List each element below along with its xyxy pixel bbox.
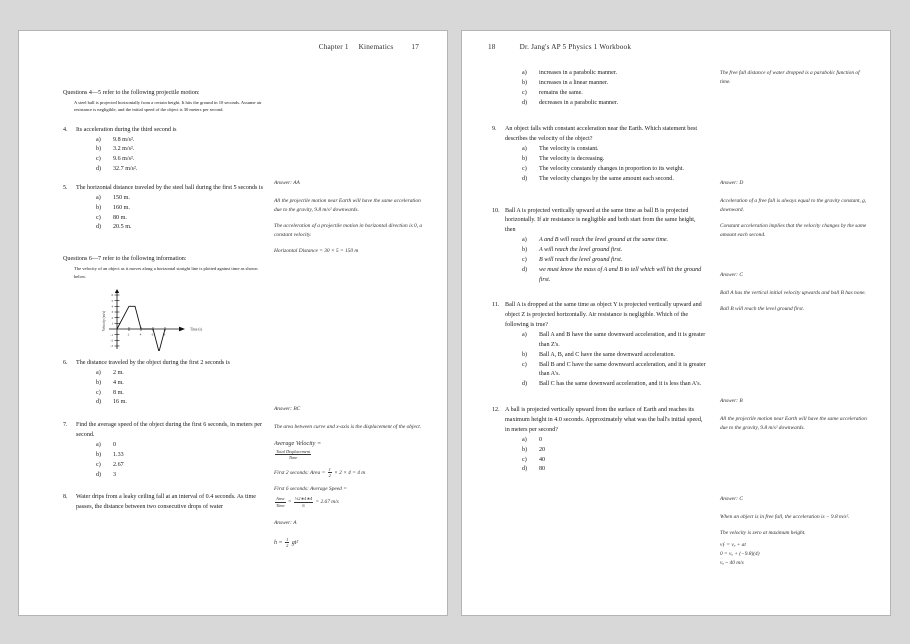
note-q9 — [720, 179, 870, 247]
choice-a[interactable] — [522, 331, 707, 351]
question-stem: An object falls with constant acceleration near the Earth. Which statement best describes the velocity of the object? — [505, 126, 698, 143]
choice-text: Ball C has the same downward acceleration, and it is less than A's. — [539, 381, 702, 388]
choice-label: a) — [96, 136, 101, 143]
intro-body: The velocity of an object as it moves along a horizontal straight line is plotted against time as shown below. — [74, 266, 258, 279]
svg-text:Velocity (m/s): Velocity (m/s) — [102, 310, 106, 332]
choice-list — [492, 145, 707, 184]
svg-text:3: 3 — [111, 310, 114, 315]
choice-a[interactable] — [96, 136, 263, 146]
choice-text: B will reach the level ground first. — [539, 256, 623, 263]
choice-d[interactable] — [522, 465, 707, 475]
choice-c[interactable] — [96, 461, 263, 471]
choice-text: The velocity constantly changes in proportion to its weight. — [539, 165, 685, 172]
note-10-b: Ball B will reach the level ground first. — [720, 305, 805, 312]
choice-text: 2 m. — [113, 369, 124, 376]
question-number: 11. — [492, 302, 500, 309]
computed-fraction — [294, 496, 313, 507]
choice-list — [492, 236, 707, 285]
fraction-denominator: 6 — [302, 502, 305, 508]
choice-label: d) — [522, 381, 528, 388]
svg-text:-2: -2 — [110, 338, 114, 343]
choice-c[interactable] — [522, 165, 707, 175]
question-4 — [63, 126, 263, 175]
svg-text:2: 2 — [127, 332, 130, 337]
choice-b[interactable] — [522, 155, 707, 165]
fraction-numerator: Total Displacement — [276, 449, 311, 455]
question-6 — [63, 359, 263, 408]
choice-label: a) — [96, 194, 101, 201]
page-left — [18, 30, 448, 616]
question-10 — [492, 207, 707, 286]
answer-8: Answer: A — [274, 519, 297, 526]
equation-3: vₒ ~ 40 m/s — [720, 559, 744, 566]
choice-b[interactable] — [522, 79, 707, 89]
choice-b[interactable] — [96, 145, 263, 155]
left-margin-notes — [274, 179, 424, 263]
choice-a[interactable] — [522, 69, 707, 79]
choice-label: c) — [522, 456, 527, 463]
choice-label: a) — [522, 332, 527, 339]
question-stem: Its acceleration during the third second is — [76, 126, 177, 133]
choice-label: c) — [522, 165, 527, 172]
note-67-c — [274, 485, 424, 507]
note-q8 — [720, 69, 870, 94]
choice-text: 9.6 m/s². — [113, 156, 135, 163]
choice-text: 3.2 m/s². — [113, 146, 135, 153]
question-11 — [492, 301, 707, 390]
question-stem: A ball is projected vertically upward from the surface of Earth and reaches its maximum height in 4.0 seconds. Approximately what was the ball's initial speed, in meters per second? — [505, 407, 703, 433]
fraction-denominator: Time — [276, 502, 285, 508]
choice-a[interactable] — [96, 441, 263, 451]
question-stem: Ball A is projected vertically upward at the same time as ball B is projected horizontally. If air resistance is negligible and both start from the same height, then — [505, 207, 696, 234]
choice-label: d) — [522, 466, 528, 473]
choice-a[interactable] — [96, 369, 263, 379]
choice-text: 4 m. — [113, 379, 124, 386]
note-11-a: All the projectile motion near Earth will have the same acceleration due to the gravity, 9.8 m/s² downwards. — [720, 415, 867, 431]
note-q10 — [720, 271, 870, 321]
choice-label: d) — [96, 166, 102, 173]
intro-lead: Questions 6—7 refer to the following information: — [63, 256, 187, 263]
question-number: 10. — [492, 207, 500, 214]
choice-label: d) — [522, 266, 528, 273]
note-45-c: Horizontal Distance = 30 × 5 = 150 m — [274, 247, 359, 254]
choice-text: 80 m. — [113, 214, 127, 221]
chapter-title: Kinematics — [358, 43, 394, 51]
one-half-fraction — [285, 537, 289, 548]
velocity-time-chart-svg — [87, 289, 237, 351]
choice-text: 2.67 — [113, 461, 124, 468]
choice-c[interactable] — [522, 456, 707, 466]
question-number: 8. — [63, 494, 68, 501]
question-8-continued — [492, 69, 707, 108]
choice-text: we must know the mass of A and B to tell which will hit the ground first. — [539, 266, 702, 283]
choice-text: The velocity is constant. — [539, 146, 599, 153]
choice-text: 3 — [113, 471, 117, 478]
book-title: Dr. Jang's AP 5 Physics 1 Workbook — [519, 43, 632, 51]
choice-label: d) — [522, 99, 528, 106]
choice-label: b) — [522, 446, 528, 453]
question-5 — [63, 184, 263, 233]
choice-text: The velocity is decreasing. — [539, 156, 605, 163]
choice-list — [63, 441, 263, 480]
choice-text: 32.7 m/s². — [113, 166, 138, 173]
svg-text:-3: -3 — [110, 344, 114, 349]
svg-text:Time (s): Time (s) — [190, 327, 203, 332]
svg-text:6: 6 — [151, 332, 154, 337]
question-number: 7. — [63, 422, 68, 429]
choice-label: b) — [96, 146, 102, 153]
choice-a[interactable] — [522, 236, 707, 246]
choice-label: a) — [522, 436, 527, 443]
choice-b[interactable] — [522, 446, 707, 456]
equation-1: vƒ = vₒ + at — [720, 541, 746, 548]
choice-d[interactable] — [96, 223, 263, 233]
choice-text: 80 — [539, 466, 546, 473]
choice-text: 0 — [113, 441, 117, 448]
choice-label: a) — [522, 146, 527, 153]
choice-d[interactable] — [522, 266, 707, 286]
choice-text: A will reach the level ground first. — [539, 247, 623, 254]
choice-label: c) — [522, 256, 527, 263]
choice-c[interactable] — [96, 155, 263, 165]
svg-text:5: 5 — [111, 298, 114, 303]
note-9-b: Constant acceleration implies that the velocity changes by the same amount each second. — [720, 222, 867, 238]
formula-rhs: gt² — [291, 539, 299, 546]
choice-label: c) — [96, 389, 101, 396]
choice-list — [492, 436, 707, 475]
choice-text: 150 m. — [113, 194, 130, 201]
choice-label: b) — [96, 204, 102, 211]
note-67-b-post: × 2 × 4 = 4 m — [334, 470, 366, 477]
svg-text:4: 4 — [139, 332, 142, 337]
page-number-right: 18 — [488, 43, 496, 51]
question-stem: The distance traveled by the object during the first 2 seconds is — [76, 359, 230, 366]
question-number: 6. — [63, 359, 68, 366]
choice-label: c) — [96, 461, 101, 468]
choice-b[interactable] — [96, 379, 263, 389]
choice-label: a) — [96, 369, 101, 376]
answer-67: Answer: BC — [274, 406, 301, 412]
svg-text:4: 4 — [111, 304, 114, 309]
note-67-c-equation — [274, 496, 424, 507]
choice-label: a) — [522, 237, 527, 244]
note-67-c-label: First 6 seconds: Average Speed = — [274, 486, 347, 493]
left-main-column — [63, 89, 263, 522]
choice-text: 20.5 m. — [113, 224, 132, 231]
average-velocity-formula — [274, 439, 424, 460]
left-margin-notes-2 — [274, 405, 424, 555]
choice-text: Ball A and B have the same downward acceleration, and it is greater than Z's. — [539, 332, 706, 348]
choice-label: d) — [522, 175, 528, 182]
choice-a[interactable] — [96, 194, 263, 204]
note-67-b — [274, 467, 424, 478]
running-head-left — [319, 43, 419, 51]
choice-list — [492, 69, 707, 108]
svg-text:2: 2 — [111, 315, 114, 320]
choice-text: increases in a linear manner. — [539, 79, 609, 86]
svg-text:6: 6 — [111, 293, 114, 298]
avg-velocity-label: Average Velocity = — [274, 439, 322, 447]
svg-text:8: 8 — [163, 332, 166, 337]
choice-b[interactable] — [522, 246, 707, 256]
choice-d[interactable] — [522, 380, 707, 390]
choice-label: b) — [522, 156, 528, 163]
questions-6-7-intro — [63, 255, 263, 280]
questions-4-5-intro — [63, 89, 263, 114]
velocity-time-graph — [87, 289, 237, 351]
choice-b[interactable] — [522, 351, 707, 361]
choice-text: 0 — [539, 436, 543, 443]
note-9-a: Acceleration of a free fall is always equal to the gravity constant, g, downward. — [720, 197, 867, 213]
fraction — [275, 449, 311, 460]
choice-c[interactable] — [96, 214, 263, 224]
choice-text: increases in a parabolic manner. — [539, 70, 617, 76]
choice-label: b) — [96, 379, 102, 386]
answer-11: Answer: B — [720, 398, 743, 404]
fraction-numerator: Area — [276, 496, 285, 502]
choice-text: A and B will reach the level ground at the same time. — [539, 237, 669, 244]
note-45-b: The acceleration of a projectile motion in horizontal direction is 0, a constant velocity. — [274, 222, 423, 238]
page-right — [461, 30, 891, 616]
fraction-denominator: 2 — [286, 542, 289, 548]
question-9 — [492, 125, 707, 184]
question-7 — [63, 421, 263, 480]
svg-text:-1: -1 — [110, 332, 114, 337]
note-45-a: All the projectile motion near Earth will have the same acceleration due to the gravity, 9.8 m/s² downwards. — [274, 197, 421, 213]
choice-a[interactable] — [522, 145, 707, 155]
equation-2: 0 = vₒ + (−9.8)(4) — [720, 550, 760, 557]
question-stem: Find the average speed of the object during the first 6 seconds, in meters per second. — [76, 422, 262, 439]
note-8-formula — [274, 537, 424, 549]
choice-text: 9.8 m/s². — [113, 136, 135, 143]
choice-c[interactable] — [522, 256, 707, 266]
choice-text: Ball A, B, and C have the same downward acceleration. — [539, 351, 676, 358]
choice-text: 160 m. — [113, 204, 130, 211]
note-q8-text: The free fall distance of water dropped is a parabolic function of time. — [720, 70, 860, 85]
choice-text: remains the same. — [539, 89, 583, 96]
choice-c[interactable] — [522, 89, 707, 99]
choice-d[interactable] — [96, 165, 263, 175]
right-main-column — [492, 69, 707, 484]
choice-d[interactable] — [522, 99, 707, 109]
choice-text: 1.33 — [113, 451, 124, 458]
answer-10: Answer: C — [720, 272, 743, 278]
choice-text: The velocity changes by the same amount each second. — [539, 175, 674, 182]
choice-text: Ball B and C have the same downward acceleration, and it is greater than A's. — [539, 361, 706, 378]
fraction-denominator: Time — [288, 455, 298, 461]
fraction-numerator: 1 — [328, 467, 331, 473]
choice-label: b) — [522, 351, 528, 358]
answer-12: Answer: C — [720, 496, 743, 502]
question-number: 4. — [63, 126, 68, 133]
answer-45: Answer: AA — [274, 180, 300, 186]
choice-b[interactable] — [96, 204, 263, 214]
question-number: 5. — [63, 184, 68, 191]
question-number: 12. — [492, 407, 500, 414]
choice-c[interactable] — [96, 389, 263, 399]
choice-text: 16 m. — [113, 399, 127, 406]
choice-label: a) — [96, 441, 101, 448]
svg-text:1: 1 — [111, 321, 114, 326]
choice-label: c) — [96, 156, 101, 163]
choice-a[interactable] — [522, 436, 707, 446]
choice-list — [63, 136, 263, 175]
choice-list — [63, 194, 263, 233]
choice-text: 40 — [539, 456, 546, 463]
choice-label: c) — [522, 361, 527, 368]
choice-label: c) — [522, 89, 527, 96]
question-number: 9. — [492, 126, 497, 133]
choice-d[interactable] — [522, 175, 707, 185]
choice-text: 20 — [539, 446, 546, 453]
choice-c[interactable] — [522, 361, 707, 381]
choice-label: b) — [522, 247, 528, 254]
question-stem: The horizontal distance traveled by the steel ball during the first 5 seconds is — [76, 184, 263, 191]
choice-d[interactable] — [96, 471, 263, 481]
avg-velocity-fraction — [274, 449, 424, 460]
fraction-denominator: 2 — [328, 473, 331, 479]
choice-label: d) — [96, 224, 102, 231]
question-stem: Ball A is dropped at the same time as object Y is projected vertically upward and object Z is projected horizontally. Air resistance is negligible. Which of the following is true? — [505, 302, 702, 329]
choice-label: a) — [522, 70, 527, 76]
question-12 — [492, 406, 707, 475]
intro-lead: Questions 4—5 refer to the following projectile motion: — [63, 90, 200, 96]
note-12-b: The velocity is zero at maximum height. — [720, 529, 806, 536]
choice-label: d) — [96, 399, 102, 406]
question-stem: Water drips from a leaky ceiling fall at an interval of 0.4 seconds. As time passes, the distance between two consecutive drops of water — [76, 494, 256, 511]
choice-list — [492, 331, 707, 390]
area-over-time-fraction — [275, 496, 286, 507]
fraction-numerator: ½2∗4∗4 — [294, 496, 313, 502]
note-q11 — [720, 397, 870, 440]
choice-label: b) — [96, 451, 102, 458]
choice-label: d) — [96, 471, 102, 478]
one-half-fraction — [328, 467, 332, 478]
choice-label: b) — [522, 79, 528, 86]
note-67-b-pre: First 2 seconds: Area = — [274, 470, 326, 477]
choice-list — [63, 369, 263, 408]
page-number-left: 17 — [411, 43, 419, 51]
equals-sign: = — [287, 499, 292, 506]
note-67-c-result: = 2.67 m/s — [315, 499, 339, 506]
running-head-right — [488, 43, 631, 51]
chapter-number: Chapter 1 — [318, 43, 349, 51]
note-q12 — [720, 495, 870, 568]
note-10-a: Ball A has the vertical initial velocity upwards and ball B has none. — [720, 289, 866, 296]
note-67-a: The area between curve and x-axis is the displacement of the object. — [274, 423, 422, 430]
choice-text: decreases in a parabolic manner. — [539, 99, 619, 106]
fraction-numerator: 1 — [286, 536, 289, 542]
answer-9: Answer: D — [720, 180, 744, 186]
choice-text: 8 m. — [113, 389, 124, 396]
choice-d[interactable] — [96, 398, 263, 408]
formula-lhs: h = — [274, 539, 283, 546]
question-8 — [63, 493, 263, 513]
choice-label: c) — [96, 214, 101, 221]
choice-b[interactable] — [96, 451, 263, 461]
intro-body: A steel ball is projected horizontally from a certain height. It hits the ground in 10 seconds. Assume air resistance is negligible, and the initial speed of the object is 30 meters per second. — [74, 99, 262, 113]
note-12-a: When an object is in free fall, the acceleration is − 9.8 m/s². — [720, 513, 850, 520]
